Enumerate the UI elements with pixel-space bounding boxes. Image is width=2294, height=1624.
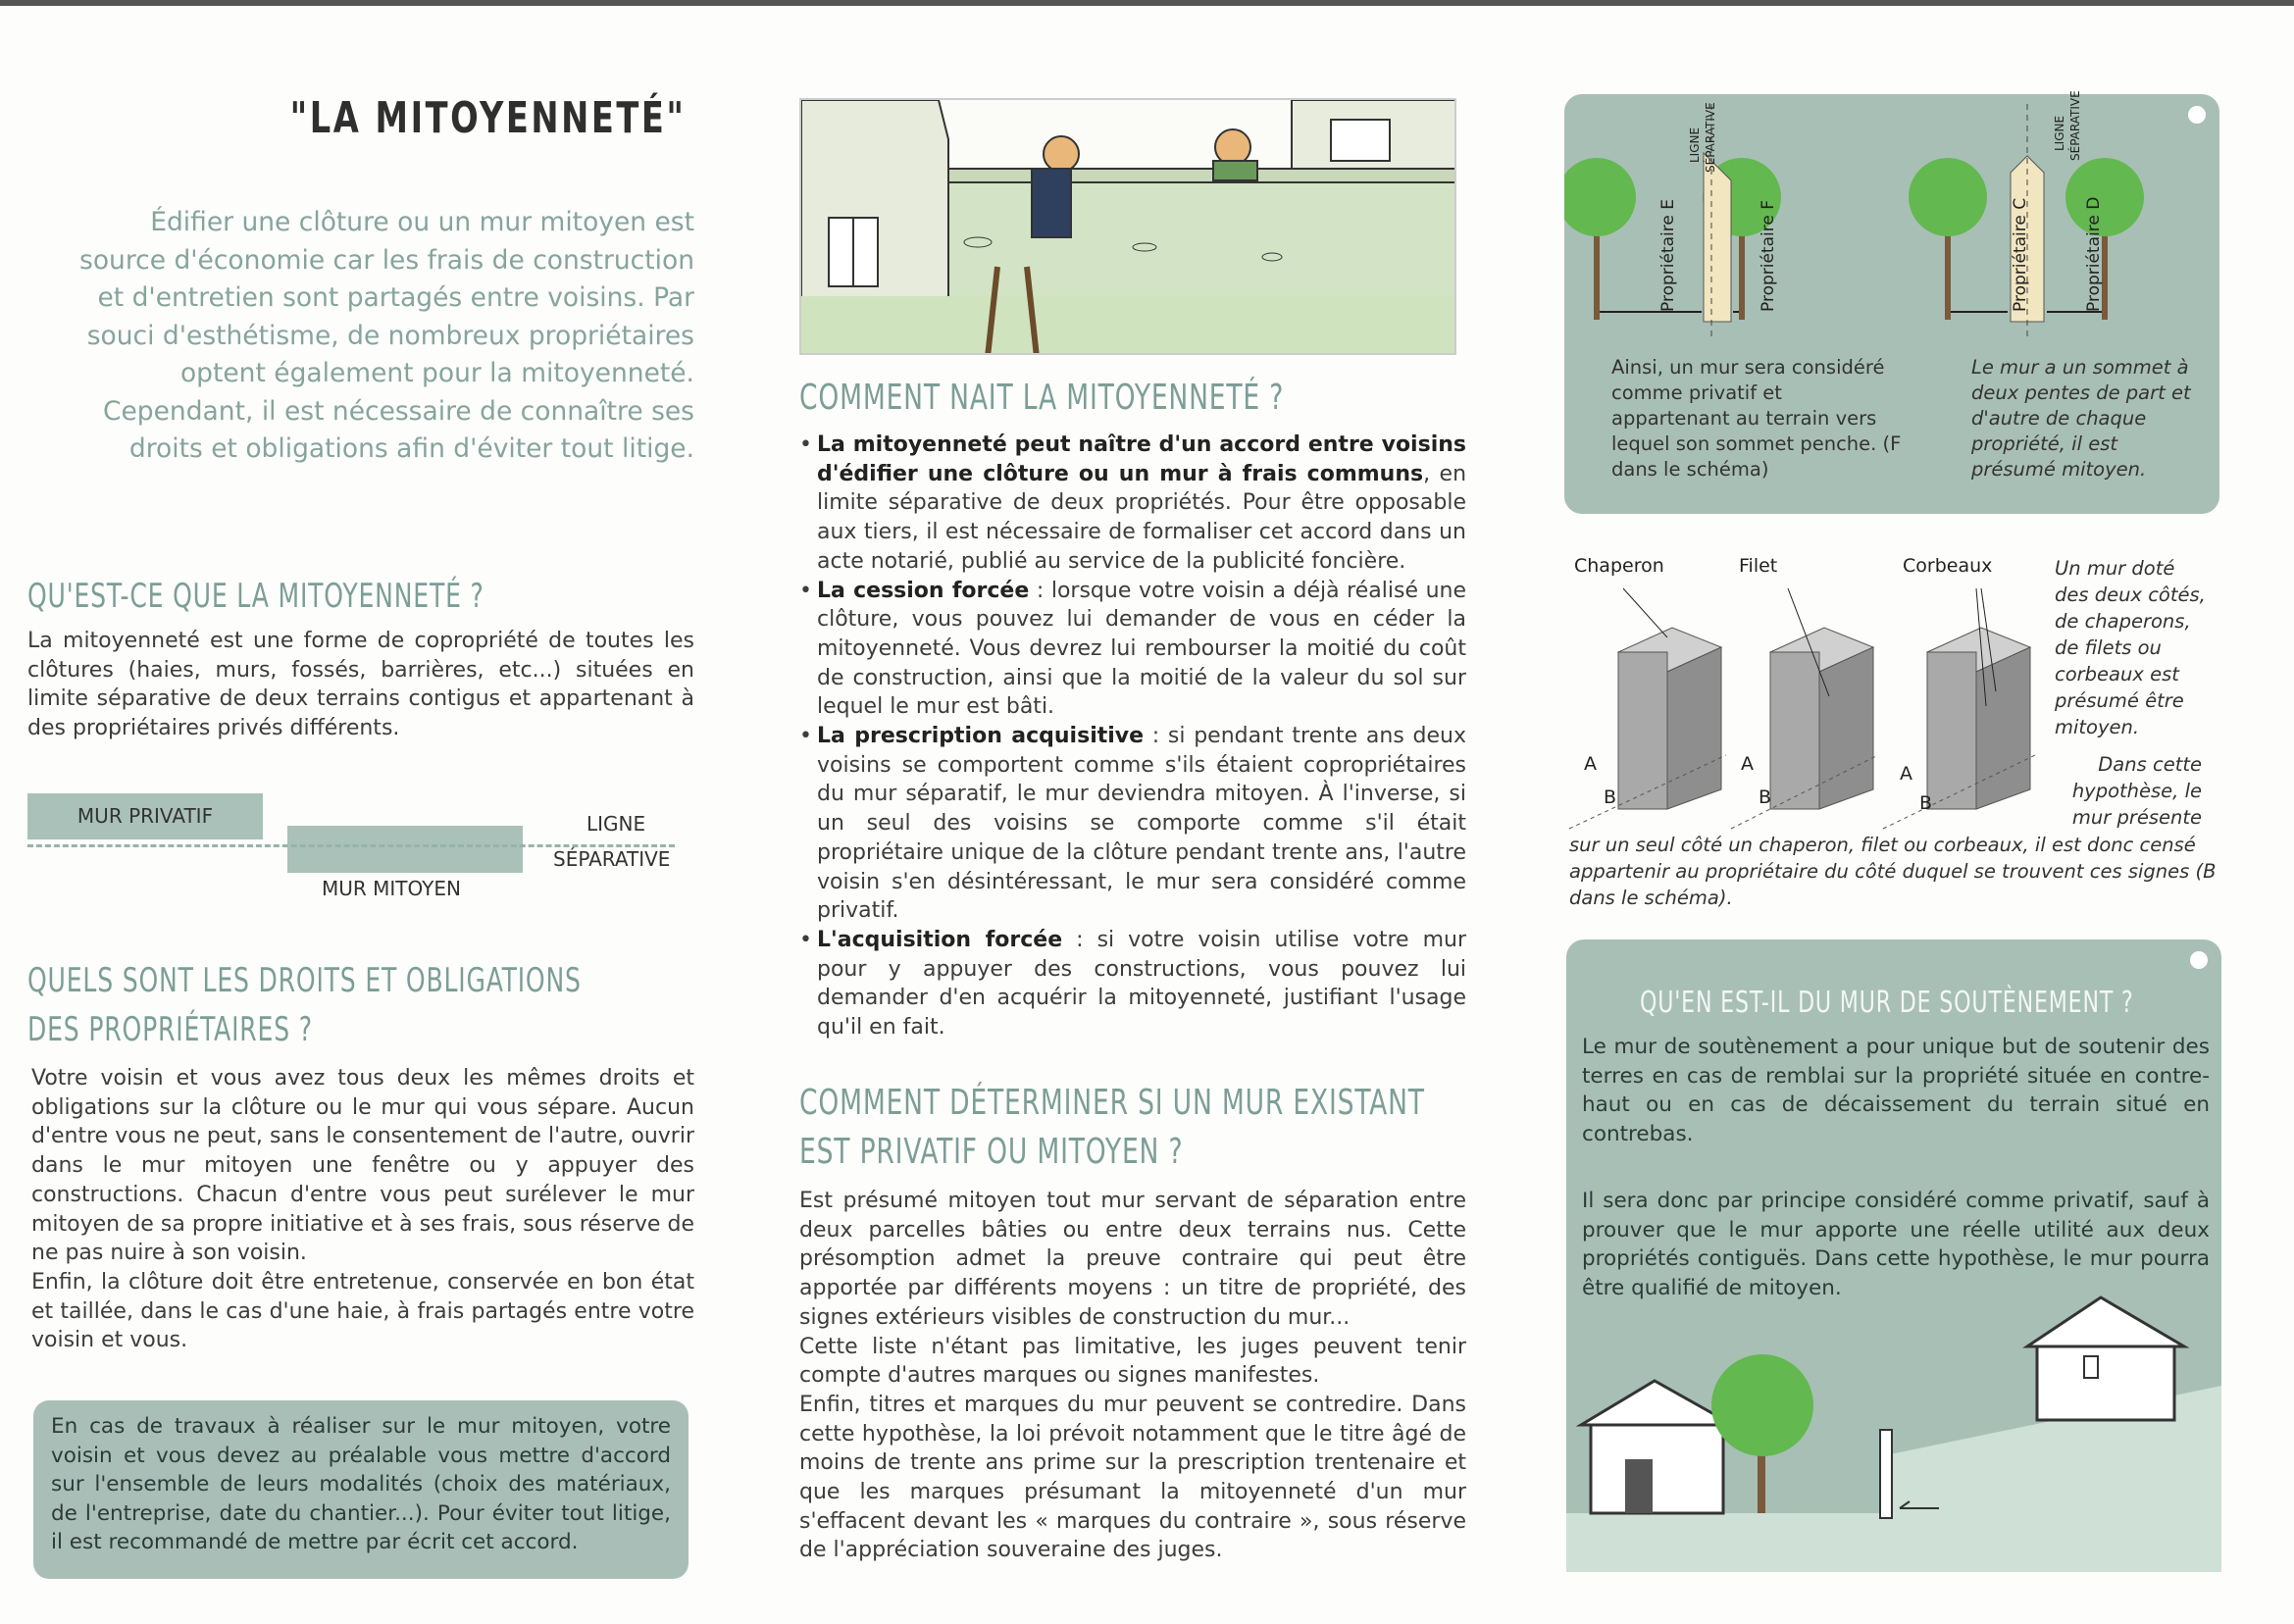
caption-shared-wall: Le mur a un sommet à deux pentes de part et d'autre de chaque propriété, il est présumé mitoyen. xyxy=(1971,356,2191,481)
heading-determine-1: COMMENT DÉTERMINER SI UN MUR EXISTANT xyxy=(799,1083,1425,1123)
page-title: "LA MITOYENNETÉ" xyxy=(289,93,687,143)
brick-walls-illustration xyxy=(1564,579,2055,853)
corbeaux-label: Corbeaux xyxy=(1903,555,1993,577)
bullet-accord-rest: , en limite séparative de deux propriétés. Pour être opposable aux tiers, il est nécessaire de formaliser cet accord dans un acte notarié, publié au service de la publicité foncière. xyxy=(817,461,1467,574)
signs-bottom-text: sur un seul côté un chaperon, filet ou corbeaux, il est donc censé appartenir au propriétaire du côté duquel se trouvent ces signes (B dans le schéma). xyxy=(1569,834,2217,909)
line-label-left-2: SÉPARATIVE xyxy=(1704,102,1717,173)
shared-wall-label: MUR MITOYEN xyxy=(322,877,461,900)
panel-dot-2 xyxy=(2190,951,2208,969)
retaining-text-2: Il sera donc par principe considéré comme privatif, sauf à prouver que le mur apporte une réelle utilité aux deux propriétés contiguës. Dans cette hypothèse, le mur pourra être qualifié de mitoyen. xyxy=(1582,1189,2210,1300)
determine-text-2: Cette liste n'étant pas limitative, les juges peuvent tenir compte d'autres marques ou signes manifestes. xyxy=(799,1334,1466,1389)
side-a-label-3: A xyxy=(1900,763,1912,785)
bullet-acquisition-rest: : si votre voisin utilise votre mur pour y appuyer des constructions, vous pouvez lui demander d'en acquérir la mitoyenneté, justifiant l'usage qu'il en fait. xyxy=(817,927,1466,1040)
side-b-label-1: B xyxy=(1604,787,1617,808)
bullet-acquisition xyxy=(799,926,1466,1042)
signs-side-text: Un mur doté des deux côtés, de chaperons, de filets ou corbeaux est présumé être mitoyen. xyxy=(2055,557,2206,738)
bullet-prescription xyxy=(799,722,1466,926)
bullet-accord-lead: La mitoyenneté peut naître d'un accord entre voisins d'édifier une clôture ou un mur à frais communs xyxy=(817,432,1466,486)
heading-determine-2: EST PRIVATIF OU MITOYEN ? xyxy=(799,1132,1184,1172)
side-a-label-2: A xyxy=(1741,753,1754,775)
bullet-acquisition-lead: L'acquisition forcée xyxy=(817,927,1063,952)
wall-top-diagram-panel xyxy=(1564,90,2219,514)
line-label-right-2: SÉPARATIVE xyxy=(2068,90,2082,161)
retaining-text-1: Le mur de soutènement a pour unique but de soutenir des terres en cas de remblai sur la propriété située en contre-haut ou en cas de décaissement du terrain situé en contrebas. xyxy=(1582,1035,2210,1146)
bullet-prescription-lead: La prescription acquisitive xyxy=(817,724,1145,749)
line-label-left-1: LIGNE xyxy=(1688,127,1702,163)
owner-f-label: Propriétaire F xyxy=(1759,200,1778,312)
caption-private-wall: Ainsi, un mur sera considéré comme privatif et appartenant au terrain vers lequel son sommet penche. (F dans le schéma) xyxy=(1611,356,1902,481)
neighbours-painting-illustration xyxy=(801,100,1456,355)
shared-wall-block xyxy=(287,826,523,873)
bullet-accord xyxy=(799,431,1466,577)
bullet-prescription-rest: : si pendant trente ans deux voisins se comportent comme s'ils étaient copropriétaires du mur séparatif, le mur deviendra mitoyen. À l'inverse, si un seul des voisins se comporte comme s'il était propriétaire unique de la clôture pendant trente ans, l'autre voisin s'en désintéressant, le mur sera considéré comme privatif. xyxy=(817,724,1466,924)
heading-what-is: QU'EST-CE QUE LA MITOYENNETÉ ? xyxy=(27,577,484,616)
owner-d-label: Propriétaire D xyxy=(2084,196,2104,312)
rights-text-1: Votre voisin et vous avez tous deux les mêmes droits et obligations sur la clôture ou le mur qui vous sépare. Aucun d'entre vous ne peut, sans le consentement de l'autre, ouvrir dans le mur mitoyen une fenêtre ou y appuyer des constructions. Chacun d'entre vous peut surélever le mur mitoyen de sa propre initiative et à ses frais, sous réserve de ne pas nuire à son voisin. xyxy=(31,1066,694,1266)
heading-rights-2: DES PROPRIÉTAIRES ? xyxy=(27,1010,313,1049)
bullet-cession xyxy=(799,577,1466,723)
bullet-cession-lead: La cession forcée xyxy=(817,578,1030,603)
heading-rights-1: QUELS SONT LES DROITS ET OBLIGATIONS xyxy=(27,961,582,1000)
line-label-right-1: LIGNE xyxy=(2053,115,2066,151)
determine-text-1: Est présumé mitoyen tout mur servant de séparation entre deux parcelles bâties ou entre deux terrains nus. Cette présomption admet la preuve contraire qui peut être apportée par différents moyens : un titre de propriété, des signes extérieurs visibles de construction du mur... xyxy=(799,1189,1466,1330)
what-is-text: La mitoyenneté est une forme de copropriété de toutes les clôtures (haies, murs, fossés, barrières, etc...) situées en limite séparative de deux terrains contigus et appartenant à des propriétaires privés différents. xyxy=(27,629,694,741)
heading-retaining-wall: QU'EN EST-IL DU MUR DE SOUTÈNEMENT ? xyxy=(1640,986,2134,1020)
illustration-wall-neighbours xyxy=(799,98,1456,355)
bullet-cession-rest: : lorsque votre voisin a déjà réalisé une clôture, vous pouvez lui demander de vous en céder la mitoyenneté. Vous devrez lui rembourser la moitié du coût de construction, ainsi que la moitié de la valeur du sol sur lequel le mur est bâti. xyxy=(817,578,1466,720)
wall-signs-diagram xyxy=(1564,549,2231,922)
scan-edge xyxy=(0,0,2294,6)
heading-how-born: COMMENT NAIT LA MITOYENNETÉ ? xyxy=(799,378,1285,418)
rights-text-2: Enfin, la clôture doit être entretenue, conservée en bon état et taillée, dans le cas d'une haie, à frais partagés entre votre voisin et vous. xyxy=(31,1269,694,1353)
side-a-label-1: A xyxy=(1584,753,1597,775)
owner-e-label: Propriétaire E xyxy=(1658,199,1678,312)
signs-side-text-2: Dans cette hypothèse, le mur présente xyxy=(2071,753,2202,829)
line-label-1: LIGNE xyxy=(586,812,646,836)
retaining-wall-panel xyxy=(1566,939,2221,1572)
wall-line-diagram xyxy=(27,790,694,908)
determine-text-3: Enfin, titres et marques du mur peuvent se contredire. Dans cette hypothèse, la loi prévoit notamment que le titre âgé de moins de trente ans prime sur la prescription trentenaire et que les marques présumant la mitoyenneté d'un mur s'effacent devant les « marques du contraire », sous réserve de l'appréciation souveraine des juges. xyxy=(799,1392,1466,1563)
private-wall-label: MUR PRIVATIF xyxy=(27,793,263,839)
filet-label: Filet xyxy=(1739,555,1778,577)
line-label-2: SÉPARATIVE xyxy=(553,847,671,871)
chaperon-label: Chaperon xyxy=(1574,555,1664,577)
side-b-label-2: B xyxy=(1759,787,1772,808)
left-column xyxy=(27,93,694,469)
retaining-wall-illustration xyxy=(1566,1288,2221,1572)
intro-text: Édifier une clôture ou un mur mitoyen est source d'économie car les frais de construction et d'entretien sont partagés entre voisins. Par souci d'esthétisme, de nombreux propriétaires optent également pour la mitoyenneté. Cependant, il est nécessaire de connaître ses droits et obligations afin d'éviter tout litige. xyxy=(79,207,694,464)
side-b-label-3: B xyxy=(1919,792,1933,814)
owner-c-label: Propriétaire C xyxy=(2011,197,2030,312)
works-note-box: En cas de travaux à réaliser sur le mur mitoyen, votre voisin et vous devez au préalable vous mettre d'accord sur l'ensemble de leurs modalités (choix des matériaux, de l'entreprise, date du chantier...). Pour éviter tout litige, il est recommandé de mettre par écrit cet accord. xyxy=(33,1400,688,1579)
